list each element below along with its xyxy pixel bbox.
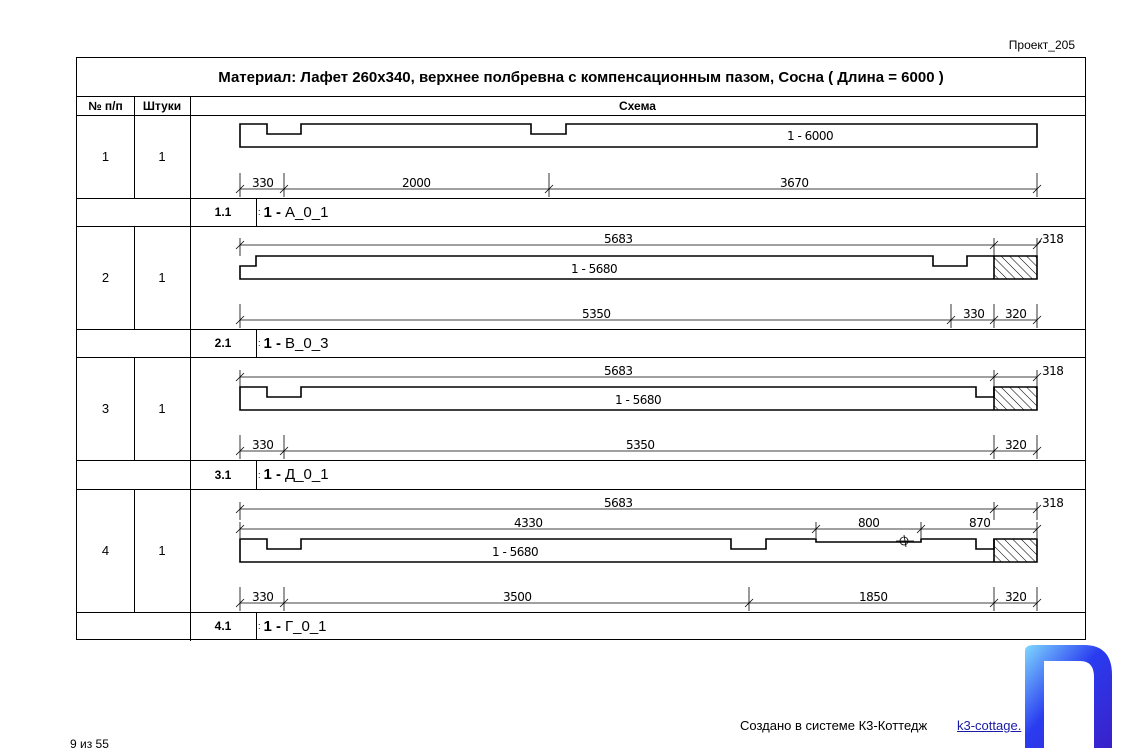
code-label	[258, 612, 327, 640]
footer-credit: Создано в системе К3-Коттедж	[740, 718, 928, 733]
dimension-label: 4330	[514, 516, 543, 530]
divider	[256, 460, 257, 489]
marker: :	[258, 469, 261, 480]
waste-segment	[994, 539, 1037, 562]
code-qty: 1 -	[263, 334, 282, 352]
code-name: Д_0_1	[285, 466, 329, 483]
dimension-label: 5350	[582, 307, 611, 321]
code-label	[258, 329, 328, 357]
divider	[256, 198, 257, 226]
sub-number: 3.1	[214, 467, 232, 482]
row-number: 4	[101, 543, 110, 558]
row-count: 1	[158, 270, 166, 285]
dimension-label: 318	[1042, 364, 1064, 378]
row-count: 1	[158, 149, 166, 164]
dimension-label: 800	[858, 516, 880, 530]
k3-logo-icon[interactable]	[1022, 643, 1114, 748]
dimension-label: 870	[969, 516, 991, 530]
marker: :	[258, 207, 261, 217]
divider	[256, 612, 257, 640]
header-count: Штуки	[142, 98, 182, 113]
row-count: 1	[158, 401, 166, 416]
sub-number: 1.1	[214, 205, 232, 219]
dimension-label: 320	[1005, 438, 1027, 452]
dimension-label: 3670	[780, 176, 809, 190]
dimension-label: 5683	[604, 496, 633, 510]
row-count: 1	[158, 543, 166, 558]
dimension-label: 5683	[604, 232, 633, 246]
sub-number: 4.1	[214, 619, 232, 633]
code-qty: 1 -	[263, 617, 282, 635]
cutting-table	[76, 57, 1086, 640]
dimension-label: 5683	[604, 364, 633, 378]
dimension-label: 330	[252, 176, 274, 190]
dimension-label: 318	[1042, 232, 1064, 246]
row-number: 2	[101, 270, 110, 285]
piece-label: 1 - 5680	[492, 545, 539, 559]
waste-segment	[994, 256, 1037, 279]
header-scheme: Схема	[619, 98, 656, 113]
dimension-label: 330	[963, 307, 985, 321]
dimension-label: 320	[1005, 307, 1027, 321]
project-label: Проект_205	[1008, 38, 1075, 52]
material-title: Материал: Лафет 260х340, верхнее полбревна с компенсационным пазом, Сосна ( Длина = 6000 )	[218, 68, 944, 86]
dimension-label: 320	[1005, 590, 1027, 604]
code-name: А_0_1	[285, 203, 329, 221]
code-qty: 1 -	[263, 466, 282, 483]
dimension-label: 1850	[859, 590, 888, 604]
page-counter: 9 из 55	[70, 737, 109, 751]
piece-label: 1 - 5680	[571, 262, 618, 276]
code-name: Г_0_1	[285, 617, 327, 635]
code-label	[258, 460, 329, 489]
sub-number: 2.1	[214, 336, 232, 350]
marker: :	[258, 621, 261, 631]
drill-mark-icon	[896, 535, 914, 547]
code-name: В_0_3	[285, 334, 329, 352]
code-qty: 1 -	[263, 203, 282, 221]
dimension-label: 5350	[626, 438, 655, 452]
header-number: № п/п	[88, 98, 123, 113]
code-label	[258, 198, 328, 226]
dimension-label: 2000	[402, 176, 431, 190]
scheme-drawing-1	[190, 115, 1087, 198]
dimension-label: 3500	[503, 590, 532, 604]
waste-segment	[994, 387, 1037, 410]
row-number: 1	[101, 149, 110, 164]
row-number: 3	[101, 401, 110, 416]
marker: :	[258, 338, 261, 348]
divider	[256, 329, 257, 357]
dimension-label: 330	[252, 590, 274, 604]
scheme-drawing-2	[190, 226, 1087, 329]
piece-label: 1 - 6000	[787, 129, 834, 143]
scheme-drawing-4	[190, 489, 1087, 612]
dimension-label: 318	[1042, 496, 1064, 510]
scheme-drawing-3	[190, 357, 1087, 460]
dimension-label: 330	[252, 438, 274, 452]
piece-label: 1 - 5680	[615, 393, 662, 407]
k3-cottage-link[interactable]: k3-cottage.	[957, 718, 1022, 733]
